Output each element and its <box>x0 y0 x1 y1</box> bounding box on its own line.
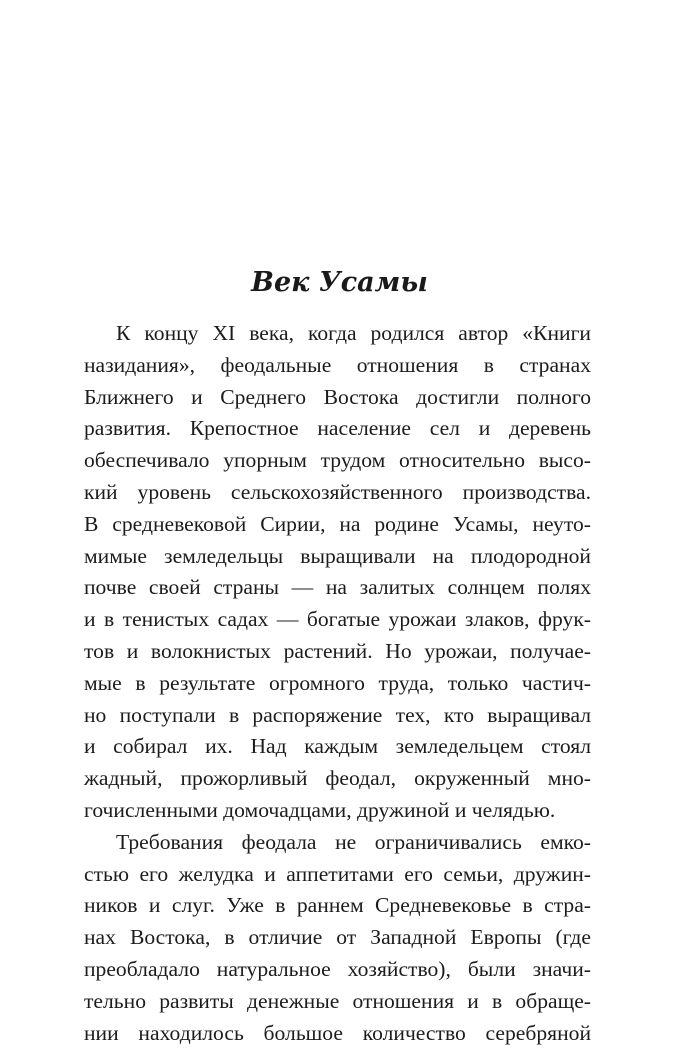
text-line: Требования феодала не ограничивались емко- <box>116 829 591 854</box>
text-line: Ближнего и Среднего Востока достигли полного <box>84 384 591 409</box>
text-line: тельно развиты денежные отношения и в обраще- <box>84 988 591 1013</box>
text-line: назидания», феодальные отношения в странах <box>84 352 591 377</box>
text-line: тов и волокнистых растений. Но урожаи, получае- <box>84 638 591 663</box>
text-line: преобладало натуральное хозяйство), были значи- <box>84 956 591 981</box>
text-line: стью его желудка и аппетитами его семьи, дружин- <box>84 861 591 886</box>
text-line: гочисленными домочадцами, дружиной и челядью. <box>84 797 556 822</box>
body-text <box>84 318 591 1049</box>
text-line: и в тенистых садах — богатые урожаи злаков, фрук- <box>84 607 591 632</box>
chapter-title: Век Усамы <box>251 267 428 298</box>
text-line: кий уровень сельскохозяйственного производства. <box>84 479 591 504</box>
text-line: ников и слуг. Уже в раннем Средневековье в стра- <box>84 893 591 918</box>
text-line: К концу XI века, когда родился автор «Книги <box>116 321 591 345</box>
text-line: жадный, прожорливый феодал, окруженный мно- <box>84 766 591 791</box>
text-line: почве своей страны — на залитых солнцем полях <box>84 575 591 600</box>
text-line: нах Востока, в отличие от Западной Европы (где <box>84 925 591 950</box>
text-line: и собирал их. Над каждым земледельцем стоял <box>84 734 591 759</box>
text-line: но поступали в распоряжение тех, кто выращивал <box>84 702 591 727</box>
text-line: нии находилось большое количество серебряной <box>84 1020 591 1045</box>
text-line: развития. Крепостное население сел и деревень <box>84 416 591 441</box>
text-line: В средневековой Сирии, на родине Усамы, неуто- <box>84 511 591 536</box>
text-line: обеспечивало упорным трудом относительно высо- <box>84 448 591 473</box>
text-line: мимые земледельцы выращивали на плодородной <box>84 543 591 568</box>
text-line: мые в результате огромного труда, только частич- <box>84 670 591 695</box>
